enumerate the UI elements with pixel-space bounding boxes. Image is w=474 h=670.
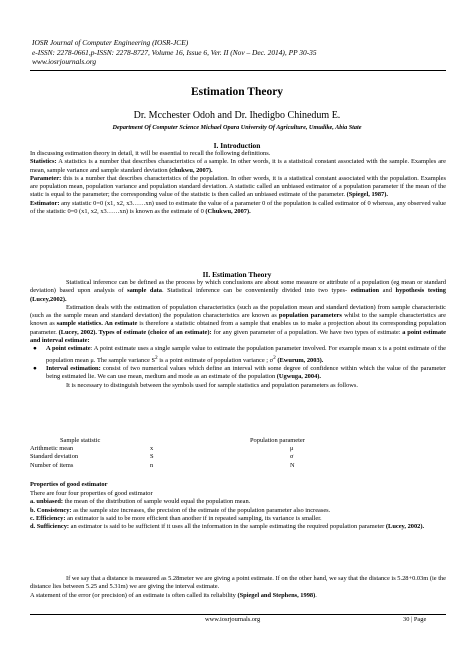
journal-name: IOSR Journal of Computer Engineering (IOSR-JCE) xyxy=(32,38,189,47)
properties-heading: Properties of good estimator xyxy=(30,481,108,488)
header-rule xyxy=(30,70,446,71)
row-population-symbol: σ xyxy=(290,453,294,461)
header-spacer xyxy=(150,437,250,445)
paragraph-estimation xyxy=(30,304,446,345)
property-unbiased xyxy=(30,498,446,506)
row-population-symbol: μ xyxy=(290,445,294,453)
property-consistency xyxy=(30,507,446,515)
text-efficiency: an estimator is said to be more efficient than another if in repeated sampling, its variance is smaller. xyxy=(65,514,322,522)
section-heading-introduction: I. Introduction xyxy=(213,141,261,150)
footer-rule xyxy=(30,614,446,615)
term-efficiency: c. Efficiency: xyxy=(30,514,66,522)
term-sufficiency: d. Sufficiency: xyxy=(30,523,70,531)
term-unbiased: a. unbiased: xyxy=(30,498,64,506)
row-name: Number of items xyxy=(30,461,74,469)
superscript-2b: 2 xyxy=(273,354,276,361)
definition-parameter xyxy=(30,175,446,200)
cite-estimator: (Chukwu, 2007). xyxy=(205,208,251,216)
text-parameter: this is a number that describes characteristics of the population. In other words, it is a statistical constant associated with the population. Examples are population mean, population variance and population standard deviation. A statistic called an unbiased estimator of a population parameter if the mean of the static is equal to the parameter; the corresponding value of the statistic is then called an unbiased estimate of the parameter. xyxy=(30,174,446,199)
term-statistics: Statistics: xyxy=(30,158,57,166)
definition-estimator xyxy=(30,200,446,217)
properties-body xyxy=(30,490,446,531)
term-consistency: b. Consistency: xyxy=(30,506,72,514)
row-sample-symbol: S xyxy=(150,453,154,461)
property-efficiency xyxy=(30,515,446,523)
term-interval-estimation: Interval estimation: xyxy=(46,365,101,373)
text-point-estimate: : A point estimate uses a single sample value to estimate the population parameter involved. For example mean x is a point estimate of the population mean μ. The sample variance S xyxy=(46,345,446,364)
p2-text-a: Estimation deals with the estimation of population characteristics (such as the population mean and standard deviation) from sample characteristic (such as the sample mean and standard deviation) the population characteristics are known as xyxy=(30,303,446,320)
journal-header xyxy=(32,38,317,67)
row-population-symbol: N xyxy=(290,461,295,469)
table-header-row xyxy=(30,437,330,445)
symbol-table xyxy=(30,437,330,470)
bullet-icon: ● xyxy=(33,345,37,353)
p2-text-g: for any given parameter of a population. We have two types of estimate: xyxy=(211,328,403,336)
p2-types-of-estimate: (Lucey, 2002). Types of estimate (choice of an estimate): xyxy=(58,328,212,336)
row-sample-symbol: x xyxy=(150,445,154,453)
row-name: Arithmetic mean xyxy=(30,445,74,453)
p2-text-c: whilst to the sample characteristics are known as xyxy=(30,312,447,328)
journal-url[interactable]: www.iosrjournals.org xyxy=(32,57,97,67)
cite-interval-estimation: (Ugwuga, 2004). xyxy=(276,373,321,381)
footer-url[interactable]: www.iosrjournals.org xyxy=(205,616,261,623)
header-sample-statistic: Sample statistic xyxy=(60,437,101,444)
text-consistency: as the sample size increases, the precision of the estimate of the population parameter also increases. xyxy=(71,506,331,514)
paper-title: Estimation Theory xyxy=(190,86,284,98)
table-row xyxy=(30,462,330,470)
text-interval-estimation: consist of two numerical values which define an interval with some degree of confidence within which the value of the parameter being estimated lie. We can use mean, medium and mode as an estimate of the population xyxy=(46,365,446,381)
p1-hypothesis-testing: hypothesis testing (Lucey,2002). xyxy=(30,287,446,303)
text-estimator: any statistic 0=0 (x1, x2, x3……xn) used to estimate the value of a parameter 0 of the population is called estimator of 0 whereas, any observed value of the statistic 0=0 (x1, x2, x3……xn) is known as the estimate of 0 xyxy=(30,199,446,216)
cite-point-estimate: (Ewurum, 2003). xyxy=(275,356,324,364)
table-row xyxy=(30,445,330,453)
author-affiliation: Department Of Computer Science Michael Opara University Of Agriculture, Umudike, Abia State xyxy=(112,124,362,131)
section-heading-estimation-theory: II. Estimation Theory xyxy=(202,270,272,279)
term-estimator: Estimator: xyxy=(30,199,60,207)
text-point-estimate-2: is a point estimate of population variance ; σ xyxy=(157,356,274,364)
text-sufficiency: an estimator is said to be sufficient if it uses all the information in the sample estimating the required population parameter xyxy=(69,523,386,531)
reliability-period: . xyxy=(315,591,317,599)
estimate-types-list xyxy=(30,345,446,381)
paragraph-point-interval-example: If we say that a distance is measured as 5.28meter we are giving a point estimate. If on the other hand, we say that the distance is 5.28+0.03m (ie the distance lies between 5.25 and 5.31m) we are giving the interval estimate. xyxy=(30,575,446,591)
p1-sample-data: sample data xyxy=(127,287,162,295)
definition-statistics xyxy=(30,158,446,175)
p2-population-parameters: population parameters xyxy=(278,312,342,320)
cite-statistics: (chukwu, 2007). xyxy=(169,166,213,174)
property-sufficiency xyxy=(30,523,446,531)
superscript-2: 2 xyxy=(155,354,158,361)
properties-intro: There are four four properties of good estimator xyxy=(30,490,153,497)
intro-sentence: In discussing estimation theory in detail, it will be essential to recall the following definitions. xyxy=(30,150,271,157)
reliability-text: A statement of the error (or precision) of an estimate is often called its reliability xyxy=(30,591,238,599)
cite-parameter: (Spiegel, 1987). xyxy=(346,191,388,199)
bullet-icon: ● xyxy=(33,365,37,373)
cite-reliability: (Spiegel and Stephens, 1998) xyxy=(237,591,316,599)
p1-text-a: Statistical inference can be defined as the process by which conclusions are about some measure or attribute of a population (eg mean or standard deviation) based upon analysis of xyxy=(30,279,446,295)
term-parameter: Parameter: xyxy=(30,174,62,182)
row-name: Standard deviation xyxy=(30,453,79,461)
paragraph-reliability xyxy=(30,592,446,600)
p1-and: and xyxy=(379,287,396,295)
journal-issn-volume: e-ISSN: 2278-0661,p-ISSN: 2278-8727, Volume 16, Issue 6, Ver. II (Nov – Dec. 2014), PP 30-35 xyxy=(32,47,317,57)
term-point-estimate: A point estimate xyxy=(46,345,91,353)
p2-sample-statistics: sample statistics. An estimate xyxy=(56,320,138,328)
introduction-body xyxy=(30,150,446,216)
closing-body xyxy=(30,575,446,600)
list-item-interval-estimation xyxy=(30,365,446,382)
header-population-parameter: Population parameter xyxy=(250,437,305,444)
text-unbiased: the mean of the distribution of sample would equal the population mean. xyxy=(63,498,251,506)
cite-sufficiency: (Lucey, 2002). xyxy=(385,523,425,531)
p2-point-interval: a point estimate and interval estimate: xyxy=(30,328,447,345)
table-row xyxy=(30,453,330,461)
row-sample-symbol: n xyxy=(150,461,154,469)
footer-page-number: 30 | Page xyxy=(403,616,427,623)
paragraph-statistical-inference xyxy=(30,279,446,304)
p2-text-e: is therefore a statistic obtained from a sample that enables us to make a projection about its corresponding population parameter. xyxy=(30,320,446,336)
paper-authors: Dr. Mcchester Odoh and Dr. Ihedigbo Chinedum E. xyxy=(133,110,341,121)
p1-text-c: . Statistical inference can be conveniently divided into two types- xyxy=(161,287,351,295)
paragraph-symbols-intro: It is necessary to distinguish between the symbols used for sample statistics and population parameters as follows. xyxy=(66,381,358,389)
p1-estimation: estimation xyxy=(350,287,380,295)
estimation-theory-body xyxy=(30,279,446,390)
text-statistics: A statistics is a number that describes characteristics of a sample. In other words, it is a statistical constant associated with the sample. Examples are mean, sample variance and sample standard deviation xyxy=(30,158,446,174)
list-item-point-estimate xyxy=(30,345,446,365)
